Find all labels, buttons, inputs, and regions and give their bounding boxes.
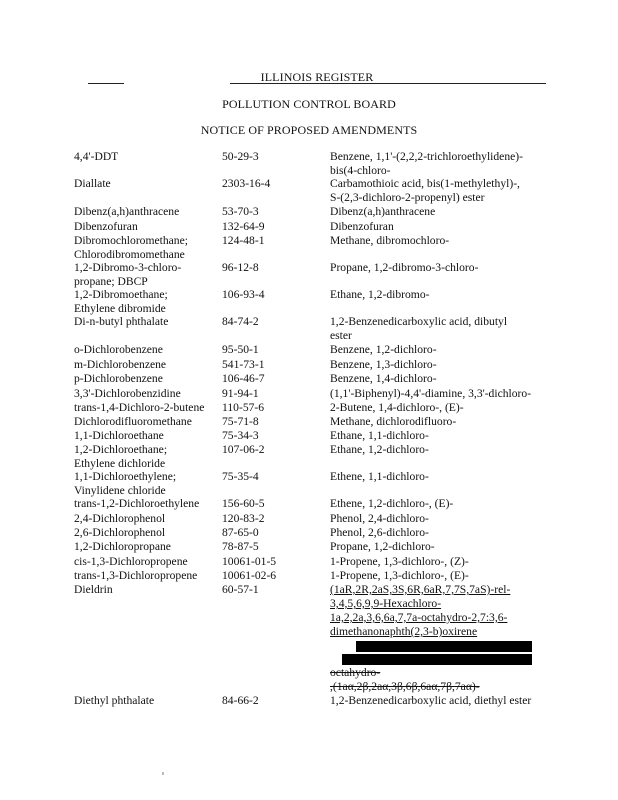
chemical-description-line: Benzene, 1,2-dichloro- [330,343,437,356]
chemical-name-line: Ethylene dichloride [74,457,166,470]
chemical-name: Diethyl phthalate [74,694,155,707]
chemical-description [330,555,550,569]
chemical-name-line: cis-1,3-Dichloropropene [74,555,188,568]
chemical-description [330,497,550,511]
chemical-name [74,177,220,191]
chemical-description [330,372,550,386]
chemical-description-line: Benzene, 1,1'-(2,2,2-trichloroethylidene)- [330,150,523,163]
chemical-name [74,387,220,401]
cas-number: 91-94-1 [222,387,259,400]
cas-number: 120-83-2 [222,512,265,525]
chemical-description [330,220,550,234]
chemical-description-line: Ethene, 1,1-dichloro- [330,470,429,483]
chemical-description-line: ,(1aα,2β,2aα,3β,6β,6aα,7β,7aα)- [330,680,480,693]
chemical-description [330,401,550,415]
chemical-description [330,569,550,583]
chemical-name-line: 1,2-Dibromoethane; [74,288,168,301]
chemical-description-line: Benzene, 1,3-dichloro- [330,358,437,371]
cas-number: 95-50-1 [222,343,259,356]
chemical-name-line: Ethylene dibromide [74,302,166,315]
chemical-name [74,401,220,415]
redaction-bar [356,641,532,652]
chemical-description-line: Phenol, 2,4-dichloro- [330,512,429,525]
chemical-name-line: Dibromochloromethane; [74,234,188,247]
chemical-description [330,512,550,526]
chemical-name [74,512,220,526]
chemical-name [74,220,220,234]
chemical-name-line: Vinylidene chloride [74,484,166,497]
chemical-name [74,497,220,511]
chemical-description [330,343,550,357]
chemical-name [74,234,220,262]
chemical-name [74,288,220,316]
chemical-description-line: Benzene, 1,4-dichloro- [330,372,437,385]
chemical-name-line: 1,2-Dichloroethane; [74,443,168,456]
chemical-description-line: 1-Propene, 1,3-dichloro-, (Z)- [330,555,469,568]
chemical-name [74,415,220,429]
chemical-name [74,429,220,443]
cas-number: 75-35-4 [222,470,259,483]
chemical-description-line: ester [330,329,352,342]
chemical-description-line: 1-Propene, 1,3-dichloro-, (E)- [330,569,469,582]
chemical-name-line: p-Dichlorobenzene [74,372,163,385]
cas-number: 156-60-5 [222,497,265,510]
chemical-description [330,470,550,484]
cas-number: 106-46-7 [222,372,265,385]
chemical-name-line: trans-1,2-Dichloroethylene [74,497,200,510]
cas-number: 75-34-3 [222,429,259,442]
chemical-name [74,150,220,164]
chemical-description-line: bis(4-chloro- [330,164,391,177]
chemical-name-line: 1,2-Dichloropropane [74,540,171,553]
chemical-description-line: octahydro- [330,666,381,679]
board-title: POLLUTION CONTROL BOARD [222,97,396,111]
chemical-name [74,443,220,471]
chemical-description-line: 3,4,5,6,9,9-Hexachloro- [330,597,442,610]
chemical-description-line: (1aR,2R,2aS,3S,6R,6aR,7,7S,7aS)-rel- [330,583,511,596]
chemical-description [330,387,550,401]
chemical-description-line: Carbamothioic acid, bis(1-methylethyl)-, [330,177,520,190]
chemical-description-line: Propane, 1,2-dichloro- [330,540,435,553]
cas-number: 50-29-3 [222,150,259,163]
chemical-description-line: Methane, dibromochloro- [330,234,450,247]
chemical-name [74,470,220,498]
chemical-name-line: o-Dichlorobenzene [74,343,163,356]
chemical-name [74,315,220,329]
cas-number: 84-66-2 [222,694,259,707]
chemical-description-line: 1,2-Benzenedicarboxylic acid, dibutyl [330,315,508,328]
register-title: ILLINOIS REGISTER [260,70,374,84]
cas-number: 75-71-8 [222,415,259,428]
chemical-name [74,205,220,219]
chemical-description [330,358,550,372]
chemical-name-line: 2,6-Dichlorophenol [74,526,166,539]
chemical-name-line: Chlorodibromomethane [74,248,185,261]
chemical-name-line: 2,4-Dichlorophenol [74,512,166,525]
chemical-name-line: propane; DBCP [74,275,148,288]
cas-number: 107-06-2 [222,443,265,456]
chemical-name: Dieldrin [74,583,113,596]
chemical-name [74,526,220,540]
chemical-description [330,526,550,540]
chemical-description [330,540,550,554]
notice-title: NOTICE OF PROPOSED AMENDMENTS [200,123,418,137]
chemical-name-line: trans-1,3-Dichloropropene [74,569,198,582]
chemical-name [74,261,220,289]
chemical-name-line: 1,2-Dibromo-3-chloro- [74,261,182,274]
chemical-description-line: 2-Butene, 1,4-dichloro-, (E)- [330,401,464,414]
chemical-name-line: Dichlorodifluoromethane [74,415,192,428]
cas-number: 110-57-6 [222,401,265,414]
chemical-description-line: Dibenzofuran [330,220,394,233]
chemical-description-line: (1,1'-Biphenyl)-4,4'-diamine, 3,3'-dichloro- [330,387,532,400]
cas-number: 87-65-0 [222,526,259,539]
chemical-name [74,358,220,372]
chemical-description [330,429,550,443]
chemical-description-line: Ethane, 1,2-dichloro- [330,443,429,456]
chemical-description-line: dimethanonaphth(2,3-b)oxirene [330,625,478,638]
chemical-description [330,583,550,694]
chemical-description-line: Ethane, 1,1-dichloro- [330,429,429,442]
chemical-description [330,261,550,275]
cas-number: 10061-01-5 [222,555,277,568]
chemical-description [330,443,550,457]
chemical-description-line: S-(2,3-dichloro-2-propenyl) ester [330,191,485,204]
chemical-name [74,555,220,569]
cas-number: 132-64-9 [222,220,265,233]
cas-number: 124-48-1 [222,234,265,247]
chemical-name-line: Diallate [74,177,111,190]
chemical-description [330,234,550,248]
cas-number: 96-12-8 [222,261,259,274]
chemical-description-line: Ethane, 1,2-dibromo- [330,288,430,301]
chemical-name-line: 3,3'-Dichlorobenzidine [74,387,181,400]
page-speck [162,772,164,775]
chemical-description-line: Phenol, 2,6-dichloro- [330,526,429,539]
chemical-name [74,569,220,583]
chemical-name-line: m-Dichlorobenzene [74,358,167,371]
redaction-bar [342,654,532,665]
chemical-description-line: Methane, dichlorodifluoro- [330,415,457,428]
chemical-description-line: 1a,2,2a,3,6,6a,7,7a-octahydro-2,7:3,6- [330,611,508,624]
chemical-description [330,205,550,219]
chemical-name-line: trans-1,4-Dichloro-2-butene [74,401,205,414]
chemical-name-line: Di-n-butyl phthalate [74,315,169,328]
chemical-description-line: Propane, 1,2-dibromo-3-chloro- [330,261,479,274]
cas-number: 2303-16-4 [222,177,271,190]
cas-number: 78-87-5 [222,540,259,553]
chemical-name-line: 4,4'-DDT [74,150,119,163]
chemical-description [330,150,550,178]
cas-number: 541-73-1 [222,358,265,371]
chemical-name-line: Dibenz(a,h)anthracene [74,205,180,218]
chemical-description: 1,2-Benzenedicarboxylic acid, diethyl ester [330,694,532,707]
chemical-description-line: Ethene, 1,2-dichloro-, (E)- [330,497,454,510]
chemical-description [330,315,550,343]
cas-number: 10061-02-6 [222,569,277,582]
chemical-name [74,540,220,554]
chemical-name-line: 1,1-Dichloroethylene; [74,470,177,483]
chemical-name [74,343,220,357]
chemical-name [74,372,220,386]
cas-number: 53-70-3 [222,205,259,218]
chemical-name-line: 1,1-Dichloroethane [74,429,164,442]
cas-number: 60-57-1 [222,583,259,596]
chemical-name-line: Dibenzofuran [74,220,138,233]
cas-number: 84-74-2 [222,315,259,328]
chemical-description [330,177,550,205]
chemical-description [330,288,550,302]
cas-number: 106-93-4 [222,288,265,301]
chemical-description-line: Dibenz(a,h)anthracene [330,205,436,218]
chemical-description [330,415,550,429]
